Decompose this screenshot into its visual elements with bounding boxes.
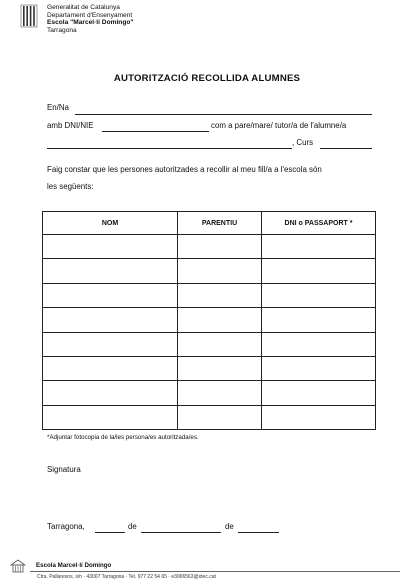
name-cell[interactable] — [43, 405, 178, 429]
column-header-relationship: PARENTIU — [178, 212, 262, 235]
relationship-cell[interactable] — [178, 332, 262, 356]
statement-line-1: Faig constar que les persones autoritzades a recollir al meu fill/a a l'escola són — [47, 165, 322, 174]
relationship-cell[interactable] — [178, 405, 262, 429]
date-month-field[interactable] — [141, 532, 221, 533]
dni-label: amb DNI/NIE — [47, 121, 94, 130]
course-field[interactable] — [320, 148, 372, 149]
name-field[interactable] — [75, 114, 372, 115]
id-cell[interactable] — [262, 259, 376, 283]
footer-school-name: Escola Marcel·lí Domingo — [36, 562, 112, 569]
footer-divider — [30, 571, 400, 572]
table-row — [43, 332, 376, 356]
name-cell[interactable] — [43, 235, 178, 259]
signature-label: Signatura — [47, 465, 81, 474]
dni-field[interactable] — [102, 131, 209, 132]
header-line-school: Escola "Marcel·lí Domingo" — [47, 19, 134, 27]
name-cell[interactable] — [43, 308, 178, 332]
relationship-cell[interactable] — [178, 259, 262, 283]
footer-address: Ctra. Pallaresos, s/n · 43007 Tarragona · Tel. 977 22 54 65 · e3006563@xtec.cat — [37, 574, 216, 580]
header-line-department: Departament d'Ensenyament — [47, 11, 133, 19]
document-title: AUTORITZACIÓ RECOLLIDA ALUMNES — [113, 73, 301, 84]
relationship-cell[interactable] — [178, 283, 262, 307]
column-header-id: DNI o PASSAPORT * — [262, 212, 376, 235]
photocopy-note: *Adjuntar fotocopia de la/les persona/es autoritzada/es. — [47, 434, 199, 441]
column-header-name: NOM — [43, 212, 178, 235]
relationship-cell[interactable] — [178, 356, 262, 380]
student-name-field[interactable] — [47, 148, 292, 149]
authorization-statement — [47, 161, 377, 195]
header-line-city: Tarragona — [47, 26, 77, 34]
catalan-flag-shield-icon — [20, 4, 38, 28]
relationship-cell[interactable] — [178, 308, 262, 332]
letterhead — [47, 4, 134, 34]
name-cell[interactable] — [43, 381, 178, 405]
header-line-government: Generalitat de Catalunya — [47, 4, 120, 11]
table-row — [43, 259, 376, 283]
course-label: , Curs — [292, 138, 314, 147]
table-row — [43, 405, 376, 429]
table-row — [43, 308, 376, 332]
name-cell[interactable] — [43, 259, 178, 283]
name-label: En/Na — [47, 103, 69, 112]
id-cell[interactable] — [262, 308, 376, 332]
school-building-icon — [10, 558, 26, 574]
relationship-cell[interactable] — [178, 381, 262, 405]
table-row — [43, 283, 376, 307]
table-row — [43, 235, 376, 259]
date-de-label: de — [225, 522, 234, 531]
date-city-label: Tarragona, — [47, 522, 85, 531]
date-year-field[interactable] — [238, 532, 279, 533]
id-cell[interactable] — [262, 332, 376, 356]
id-cell[interactable] — [262, 283, 376, 307]
id-cell[interactable] — [262, 381, 376, 405]
id-cell[interactable] — [262, 356, 376, 380]
statement-line-2: les següents: — [47, 182, 94, 191]
name-cell[interactable] — [43, 283, 178, 307]
table-row — [43, 356, 376, 380]
id-cell[interactable] — [262, 405, 376, 429]
date-day-field[interactable] — [95, 532, 125, 533]
authorized-persons-table — [42, 211, 376, 430]
relationship-cell[interactable] — [178, 235, 262, 259]
name-cell[interactable] — [43, 332, 178, 356]
name-cell[interactable] — [43, 356, 178, 380]
date-de-label: de — [128, 522, 137, 531]
table-header-row — [43, 212, 376, 235]
guardian-label: com a pare/mare/ tutor/a de l'alumne/a — [211, 121, 347, 130]
table-row — [43, 381, 376, 405]
id-cell[interactable] — [262, 235, 376, 259]
